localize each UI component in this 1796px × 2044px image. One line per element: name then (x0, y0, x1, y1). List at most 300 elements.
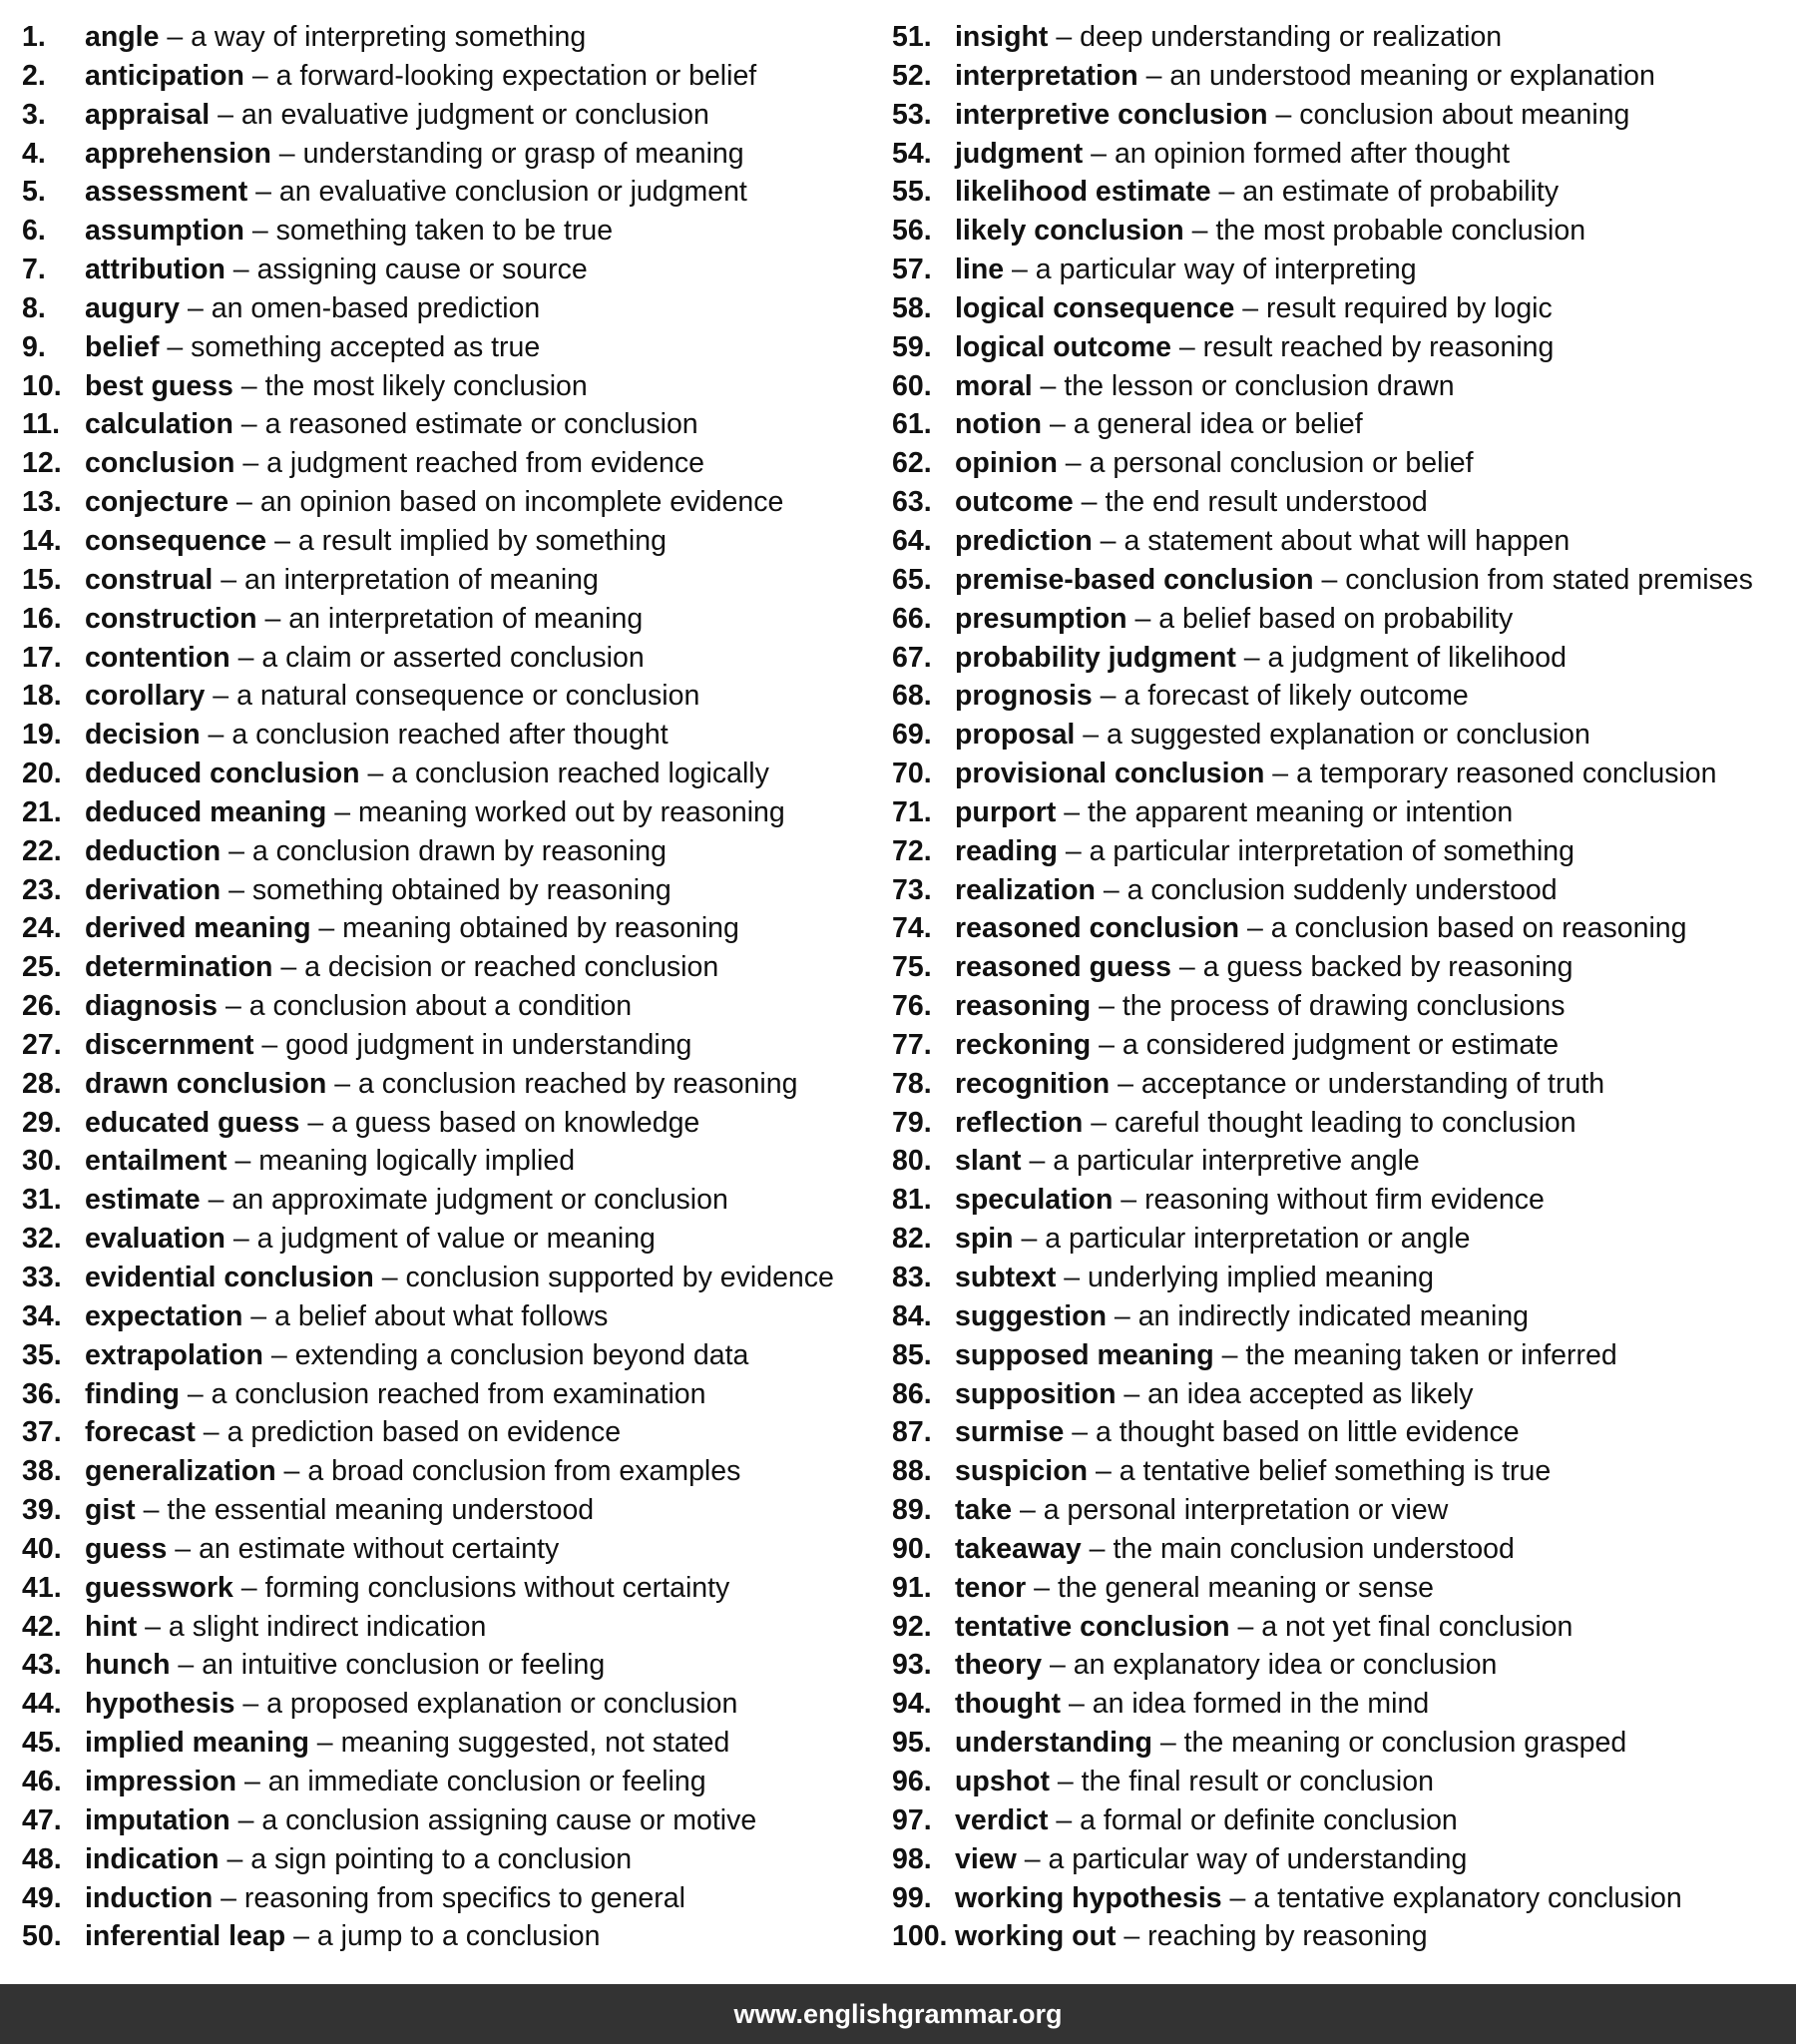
entry-definition: a conclusion reached logically (391, 758, 769, 790)
entry-separator: – (1151, 1727, 1184, 1760)
entry-definition: the final result or conclusion (1081, 1765, 1434, 1797)
entry-number: 80. (892, 1145, 932, 1178)
entry-term: probability judgment (955, 641, 1236, 674)
entry-definition: a proposed explanation or conclusion (266, 1688, 738, 1721)
entry-term: tenor (955, 1571, 1027, 1604)
entry-definition: a particular interpretive angle (1053, 1145, 1420, 1178)
entry-separator: – (243, 215, 276, 248)
entry-definition: an omen-based prediction (211, 291, 541, 324)
list-item (22, 1917, 880, 1956)
entry-separator: – (1116, 1377, 1148, 1410)
list-item (22, 1142, 880, 1181)
list-item (22, 677, 880, 716)
entry-term: deduced conclusion (85, 758, 360, 790)
entry-separator: – (1013, 1223, 1046, 1256)
entry-term: impression (85, 1765, 237, 1797)
entry-number: 19. (22, 719, 62, 752)
list-item (892, 1724, 1790, 1763)
entry-separator: – (200, 719, 232, 752)
entry-term: drawn conclusion (85, 1067, 327, 1100)
entry-number: 6. (22, 215, 46, 248)
entry-term: implied meaning (85, 1727, 309, 1760)
list-item (22, 948, 880, 987)
entry-term: reading (955, 834, 1058, 867)
entry-separator: – (359, 758, 392, 790)
entry-definition: underlying implied meaning (1088, 1262, 1435, 1293)
entry-term: deduction (85, 834, 222, 867)
list-item (22, 1530, 880, 1569)
entry-term: finding (85, 1377, 180, 1410)
entry-definition: conclusion from stated premises (1345, 563, 1753, 596)
list-item (892, 909, 1790, 948)
entry-separator: – (326, 1067, 358, 1100)
entry-number: 24. (22, 912, 62, 945)
entry-definition: meaning obtained by reasoning (342, 912, 739, 945)
entry-number: 7. (22, 254, 46, 286)
list-item (892, 251, 1790, 289)
entry-definition: a belief about what follows (274, 1299, 609, 1332)
entry-number: 22. (22, 834, 62, 867)
list-item (22, 871, 880, 910)
list-item (22, 716, 880, 755)
entry-term: insight (955, 21, 1049, 53)
entry-term: reasoned guess (955, 951, 1172, 984)
entry-number: 76. (892, 990, 932, 1023)
entry-definition: a considered judgment or estimate (1122, 1028, 1560, 1061)
entry-term: realization (955, 873, 1096, 906)
list-item (892, 871, 1790, 910)
entry-term: upshot (955, 1765, 1050, 1797)
entry-term: conjecture (85, 486, 229, 519)
entry-definition: a belief based on probability (1158, 602, 1514, 635)
entry-separator: – (1221, 1881, 1254, 1914)
entry-term: likelihood estimate (955, 176, 1211, 209)
list-item (22, 755, 880, 793)
entry-number: 92. (892, 1610, 932, 1643)
entry-separator: – (1032, 369, 1065, 402)
entry-definition: a conclusion drawn by reasoning (251, 834, 667, 867)
entry-term: hunch (85, 1649, 171, 1682)
footer-website-link[interactable]: www.englishgrammar.org (733, 1998, 1063, 2029)
list-item (892, 948, 1790, 987)
entry-definition: deep understanding or realization (1080, 21, 1503, 53)
entry-number: 35. (22, 1338, 62, 1371)
entry-number: 66. (892, 602, 932, 635)
entry-separator: – (159, 21, 192, 53)
list-item (22, 367, 880, 406)
entry-separator: – (1092, 680, 1124, 713)
list-item (892, 1646, 1790, 1685)
entry-separator: – (1235, 641, 1268, 674)
entry-number: 46. (22, 1765, 62, 1797)
entry-term: conclusion (85, 447, 235, 480)
entry-term: construction (85, 602, 257, 635)
entry-definition: reasoning without firm evidence (1144, 1184, 1545, 1217)
entry-definition: a claim or asserted conclusion (261, 641, 645, 674)
list-item (892, 444, 1790, 483)
entry-definition: a particular interpretation or angle (1045, 1223, 1471, 1256)
entry-separator: – (234, 1688, 267, 1721)
entry-definition: a conclusion based on reasoning (1270, 912, 1687, 945)
list-item (892, 1530, 1790, 1569)
entry-separator: – (219, 1842, 251, 1875)
list-item (22, 1724, 880, 1763)
entry-separator: – (1229, 1610, 1262, 1643)
entry-term: entailment (85, 1145, 227, 1178)
entry-separator: – (270, 137, 303, 170)
list-item (892, 1142, 1790, 1181)
entry-term: premise-based conclusion (955, 563, 1314, 596)
entry-term: recognition (955, 1067, 1111, 1100)
entry-definition: the meaning or conclusion grasped (1183, 1727, 1627, 1760)
entry-separator: – (221, 873, 252, 906)
entry-term: speculation (955, 1184, 1114, 1217)
entry-term: forecast (85, 1416, 196, 1449)
entry-number: 28. (22, 1067, 62, 1100)
entry-number: 5. (22, 176, 46, 209)
entry-separator: – (1088, 1455, 1120, 1488)
list-item (892, 1763, 1790, 1801)
list-item (22, 1569, 880, 1608)
entry-definition: an opinion based on incomplete evidence (259, 486, 784, 519)
entry-term: suggestion (955, 1299, 1108, 1332)
entry-term: verdict (955, 1803, 1049, 1836)
entry-term: takeaway (955, 1532, 1082, 1565)
entry-term: provisional conclusion (955, 758, 1265, 790)
entry-term: decision (85, 719, 201, 752)
entry-number: 77. (892, 1028, 932, 1061)
list-item (22, 96, 880, 135)
entry-definition: the general meaning or sense (1057, 1571, 1435, 1604)
list-item (22, 1452, 880, 1491)
entry-number: 59. (892, 330, 932, 363)
entry-definition: the process of drawing conclusions (1122, 990, 1566, 1023)
entry-definition: the most likely conclusion (264, 369, 588, 402)
entry-separator: – (308, 1727, 341, 1760)
entry-number: 41. (22, 1571, 62, 1604)
entry-separator: – (195, 1416, 227, 1449)
entry-number: 86. (892, 1377, 932, 1410)
entry-number: 90. (892, 1532, 932, 1565)
entry-separator: – (1183, 215, 1216, 248)
entry-definition: a not yet final conclusion (1261, 1610, 1573, 1643)
entry-separator: – (1057, 447, 1090, 480)
entry-separator: – (1116, 1920, 1148, 1953)
entry-definition: a broad conclusion from examples (307, 1455, 741, 1488)
word-list-right-column (892, 18, 1790, 1956)
entry-definition: forming conclusions without certainty (264, 1571, 730, 1604)
entry-separator: – (159, 330, 192, 363)
entry-separator: – (1213, 1338, 1246, 1371)
entry-number: 95. (892, 1727, 932, 1760)
entry-number: 64. (892, 524, 932, 557)
entry-definition: a general idea or belief (1073, 408, 1363, 441)
list-item (22, 444, 880, 483)
entry-separator: – (1083, 137, 1115, 170)
entry-number: 57. (892, 254, 932, 286)
entry-definition: careful thought leading to conclusion (1114, 1106, 1576, 1139)
entry-definition: reaching by reasoning (1147, 1920, 1428, 1953)
entry-term: prognosis (955, 680, 1093, 713)
entry-term: suspicion (955, 1455, 1089, 1488)
list-item (22, 1336, 880, 1375)
entry-number: 93. (892, 1649, 932, 1682)
entry-separator: – (205, 680, 237, 713)
entry-definition: a particular interpretation of something (1089, 834, 1574, 867)
entry-number: 38. (22, 1455, 62, 1488)
entry-separator: – (1171, 951, 1203, 984)
entry-term: guesswork (85, 1571, 233, 1604)
list-item (22, 793, 880, 832)
entry-definition: a conclusion reached from examination (211, 1377, 706, 1410)
entry-number: 14. (22, 524, 62, 557)
entry-term: interpretation (955, 59, 1138, 92)
entry-term: hypothesis (85, 1688, 235, 1721)
entry-definition: extending a conclusion beyond data (294, 1338, 749, 1371)
entry-separator: – (1267, 98, 1300, 131)
entry-number: 87. (892, 1416, 932, 1449)
entry-number: 47. (22, 1803, 62, 1836)
entry-separator: – (1107, 1299, 1138, 1332)
entry-definition: a suggested explanation or conclusion (1107, 719, 1590, 752)
entry-number: 91. (892, 1571, 932, 1604)
entry-separator: – (299, 1106, 332, 1139)
list-item (22, 1026, 880, 1065)
entry-definition: the lesson or conclusion drawn (1064, 369, 1455, 402)
entry-number: 12. (22, 447, 62, 480)
entry-term: gist (85, 1494, 136, 1527)
entry-term: reckoning (955, 1028, 1092, 1061)
entry-definition: an interpretation of meaning (243, 563, 599, 596)
entry-separator: – (1264, 758, 1297, 790)
entry-term: angle (85, 21, 160, 53)
entry-separator: – (373, 1262, 406, 1293)
entry-separator: – (1137, 59, 1170, 92)
entry-separator: – (228, 486, 260, 519)
entry-definition: an estimate without certainty (199, 1532, 560, 1565)
list-item (892, 639, 1790, 678)
entry-separator: – (1110, 1067, 1141, 1100)
entry-number: 63. (892, 486, 932, 519)
entry-number: 62. (892, 447, 932, 480)
entry-number: 25. (22, 951, 62, 984)
list-item (892, 1879, 1790, 1918)
entry-definition: a particular way of understanding (1048, 1842, 1468, 1875)
entry-number: 3. (22, 98, 46, 131)
entry-separator: – (1234, 291, 1267, 324)
entry-separator: – (1048, 1803, 1081, 1836)
entry-definition: meaning worked out by reasoning (357, 795, 785, 828)
list-item (22, 639, 880, 678)
entry-number: 81. (892, 1184, 932, 1217)
list-item (892, 18, 1790, 57)
list-item (892, 1917, 1790, 1956)
entry-number: 37. (22, 1416, 62, 1449)
entry-separator: – (1170, 330, 1203, 363)
entry-term: view (955, 1842, 1017, 1875)
entry-separator: – (1056, 1262, 1089, 1293)
entry-term: spin (955, 1223, 1014, 1256)
entry-number: 1. (22, 21, 46, 53)
entry-definition: a statement about what will happen (1123, 524, 1571, 557)
entry-separator: – (200, 1184, 232, 1217)
entry-separator: – (1113, 1184, 1145, 1217)
entry-definition: a slight indirect indication (168, 1610, 487, 1643)
entry-definition: a forward-looking expectation or belief (275, 59, 757, 92)
entry-definition: a particular way of interpreting (1035, 254, 1417, 286)
list-item (22, 212, 880, 251)
list-item (892, 1297, 1790, 1336)
entry-number: 84. (892, 1299, 932, 1332)
entry-separator: – (243, 59, 276, 92)
entry-separator: – (210, 98, 241, 131)
entry-separator: – (326, 795, 358, 828)
entry-term: presumption (955, 602, 1127, 635)
entry-number: 10. (22, 369, 62, 402)
entry-separator: – (1073, 486, 1106, 519)
entry-number: 36. (22, 1377, 62, 1410)
entry-separator: – (1095, 873, 1127, 906)
list-item (892, 1801, 1790, 1840)
entry-number: 49. (22, 1881, 62, 1914)
entry-separator: – (310, 912, 343, 945)
entry-separator: – (1239, 912, 1271, 945)
entry-number: 97. (892, 1803, 932, 1836)
entry-separator: – (229, 1803, 262, 1836)
entry-definition: an intuitive conclusion or feeling (202, 1649, 606, 1682)
entry-term: inferential leap (85, 1920, 286, 1953)
entry-term: discernment (85, 1028, 254, 1061)
list-item (22, 1104, 880, 1143)
entry-term: thought (955, 1688, 1062, 1721)
list-item (892, 1413, 1790, 1452)
entry-number: 15. (22, 563, 62, 596)
list-item (892, 483, 1790, 522)
entry-term: understanding (955, 1727, 1152, 1760)
entry-definition: an idea accepted as likely (1147, 1377, 1474, 1410)
entry-separator: – (1042, 1649, 1074, 1682)
entry-definition: an evaluative judgment or conclusion (240, 98, 709, 131)
entry-number: 72. (892, 834, 932, 867)
entry-separator: – (1026, 1571, 1058, 1604)
entry-term: construal (85, 563, 214, 596)
entry-definition: conclusion about meaning (1299, 98, 1630, 131)
entry-definition: an idea formed in the mind (1092, 1688, 1430, 1721)
entry-definition: result required by logic (1266, 291, 1553, 324)
list-item (22, 1685, 880, 1724)
entry-number: 45. (22, 1727, 62, 1760)
entry-term: imputation (85, 1803, 230, 1836)
entry-definition: a tentative explanatory conclusion (1253, 1881, 1682, 1914)
entry-definition: a personal conclusion or belief (1089, 447, 1474, 480)
entry-separator: – (1042, 408, 1074, 441)
list-item (22, 909, 880, 948)
list-item (892, 561, 1790, 600)
entry-definition: meaning logically implied (258, 1145, 576, 1178)
entry-number: 96. (892, 1765, 932, 1797)
entry-definition: the meaning taken or inferred (1245, 1338, 1617, 1371)
entry-definition: the most probable conclusion (1215, 215, 1586, 248)
entry-separator: – (1064, 1416, 1096, 1449)
entry-term: supposition (955, 1377, 1117, 1410)
entry-term: slant (955, 1145, 1022, 1178)
list-item (892, 1491, 1790, 1530)
list-item (22, 135, 880, 174)
entry-definition: a conclusion reached after thought (231, 719, 669, 752)
entry-separator: – (272, 951, 305, 984)
list-item (892, 328, 1790, 367)
entry-number: 13. (22, 486, 62, 519)
entry-separator: – (1021, 1145, 1054, 1178)
entry-definition: a way of interpreting something (191, 21, 587, 53)
entry-definition: a conclusion suddenly understood (1126, 873, 1558, 906)
entry-separator: – (226, 1145, 259, 1178)
entry-number: 69. (892, 719, 932, 752)
entry-term: subtext (955, 1262, 1057, 1293)
entry-separator: – (135, 1494, 168, 1527)
entry-definition: an approximate judgment or conclusion (231, 1184, 728, 1217)
entry-term: surmise (955, 1416, 1065, 1449)
entry-separator: – (232, 408, 265, 441)
entry-number: 89. (892, 1494, 932, 1527)
entry-term: assumption (85, 215, 244, 248)
list-item (892, 677, 1790, 716)
list-item (22, 987, 880, 1026)
entry-number: 78. (892, 1067, 932, 1100)
entry-term: apprehension (85, 137, 271, 170)
entry-number: 18. (22, 680, 62, 713)
entry-term: derivation (85, 873, 222, 906)
entry-separator: – (232, 1571, 265, 1604)
entry-term: purport (955, 795, 1057, 828)
entry-number: 26. (22, 990, 62, 1023)
entry-definition: an explanatory idea or conclusion (1073, 1649, 1498, 1682)
list-item (22, 832, 880, 871)
list-item (892, 1065, 1790, 1104)
list-item (892, 1452, 1790, 1491)
entry-term: outcome (955, 486, 1074, 519)
entry-term: diagnosis (85, 990, 219, 1023)
entry-number: 17. (22, 641, 62, 674)
entry-term: augury (85, 291, 181, 324)
entry-separator: – (247, 176, 279, 209)
entry-term: corollary (85, 680, 206, 713)
entry-definition: something taken to be true (275, 215, 614, 248)
entry-number: 53. (892, 98, 932, 131)
entry-separator: – (256, 602, 289, 635)
list-item (22, 251, 880, 289)
entry-definition: a sign pointing to a conclusion (250, 1842, 633, 1875)
entry-term: logical consequence (955, 291, 1235, 324)
entry-number: 21. (22, 795, 62, 828)
entry-definition: the main conclusion understood (1113, 1532, 1515, 1565)
entry-separator: – (1056, 795, 1088, 828)
entry-separator: – (213, 1881, 244, 1914)
entry-definition: a thought based on little evidence (1096, 1416, 1520, 1449)
entry-separator: – (170, 1649, 203, 1682)
entry-number: 58. (892, 291, 932, 324)
entry-term: calculation (85, 408, 233, 441)
entry-separator: – (224, 1223, 257, 1256)
entry-number: 51. (892, 21, 932, 53)
list-item (892, 1608, 1790, 1647)
entry-definition: an immediate conclusion or feeling (267, 1765, 706, 1797)
list-item (892, 793, 1790, 832)
list-item (22, 1181, 880, 1220)
footer-bar (0, 1984, 1796, 2044)
list-item (22, 600, 880, 639)
entry-separator: – (275, 1455, 308, 1488)
